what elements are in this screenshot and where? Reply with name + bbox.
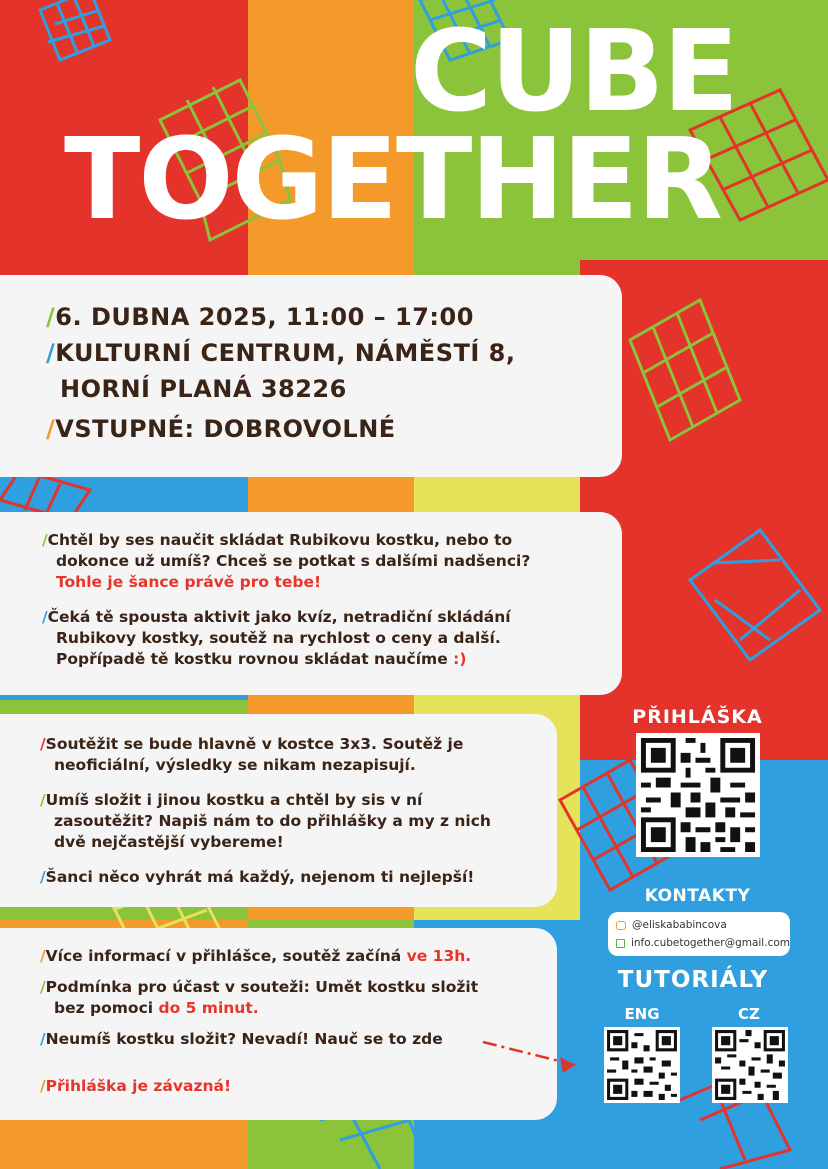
tutorial-eng-label: ENG xyxy=(624,1005,660,1023)
intro-p1b: dokonce už umíš? Chceš se potkat s dalšími nadšenci? xyxy=(56,552,531,570)
rules-r1b: neoficiální, výsledky se nikam nezapisují. xyxy=(54,756,416,774)
intro-smile: :) xyxy=(453,650,467,668)
more-m2: Podmínka pro účast v souteži: Umět kostku složit xyxy=(45,978,479,996)
more-m4: Přihláška je závazná! xyxy=(45,1077,232,1095)
tutorial-cz-qr-code[interactable] xyxy=(712,1027,788,1103)
more-m1: Více informací v přihlášce, soutěž začíná xyxy=(45,947,402,965)
instagram-link[interactable] xyxy=(614,917,790,933)
registration-label: PŘIHLÁŠKA xyxy=(632,706,763,728)
more-m3: Neumíš kostku složit? Nevadí! Nauč se to zde xyxy=(45,1030,443,1048)
more-info-card: /Více informací v přihlášce, soutěž začíná ve 13h. /Podmínka pro účast v souteži: Umět kostku složit bez pomoci do 5 minut. /Neumíš kostku složit? Nevadí! Nauč se to zde /Přihláška je závazná! xyxy=(0,928,557,1120)
more-m2-highlight: do 5 minut. xyxy=(158,999,259,1017)
rules-card: /Soutěžit se bude hlavně v kostce 3x3. Soutěž je neoficiální, výsledky se nikam nezapisují. /Umíš složit i jinou kostku a chtěl by sis v ní zasoutěžit? Napiš nám to do přihlášky a my z nich dvě nejčastější vybereme! /Šanci něco vyhrát má každý, nejenom ti nejlepší! xyxy=(0,714,557,907)
instagram-handle: @eliskababincova xyxy=(632,919,727,931)
event-venue-line1: KULTURNÍ CENTRUM, NÁMĚSTÍ 8, xyxy=(55,339,516,367)
title-line2: TOGETHER xyxy=(64,115,721,245)
contacts-label: KONTAKTY xyxy=(644,886,751,906)
more-m1-highlight: ve 13h. xyxy=(406,947,472,965)
email-link[interactable] xyxy=(614,935,790,951)
intro-highlight: Tohle je šance právě pro tebe! xyxy=(56,573,322,591)
registration-qr-code[interactable] xyxy=(636,733,760,857)
rules-r3: Šanci něco vyhrát má každý, nejenom ti nejlepší! xyxy=(45,868,475,886)
tutorial-cz-label: CZ xyxy=(738,1005,760,1023)
title-line1: CUBE xyxy=(410,7,738,137)
intro-p1: Chtěl by ses naučit skládat Rubikovu kostku, nebo to xyxy=(47,531,513,549)
mail-icon xyxy=(616,939,625,948)
contacts-box xyxy=(608,912,790,956)
rules-r1: Soutěžit se bude hlavně v kostce 3x3. Soutěž je xyxy=(45,735,464,753)
intro-p2c: Popřípadě tě kostku rovnou skládat naučíme xyxy=(56,650,448,668)
tutorials-label: TUTORIÁLY xyxy=(617,967,769,993)
rules-r2: Umíš složit i jinou kostku a chtěl by sis v ní xyxy=(45,791,423,809)
email-address: info.cubetogether@gmail.com xyxy=(630,937,790,949)
instagram-icon xyxy=(616,921,626,930)
intro-card: /Chtěl by ses naučit skládat Rubikovu kostku, nebo to dokonce už umíš? Chceš se potkat s dalšími nadšenci? Tohle je šance právě pro tebe! /Čeká tě spousta aktivit jako kvíz, netradiční skládání Rubikovy kostky, soutěž na rychlost o ceny a další. Popřípadě tě kostku rovnou skládat naučíme :) xyxy=(0,512,622,695)
rules-r2b: zasoutěžit? Napiš nám to do přihlášky a my z nich xyxy=(54,812,491,830)
event-info-card: /6. DUBNA 2025, 11:00 – 17:00 /KULTURNÍ CENTRUM, NÁMĚSTÍ 8, HORNÍ PLANÁ 38226 /VSTUPNÉ: DOBROVOLNÉ xyxy=(0,275,622,477)
intro-p2: Čeká tě spousta aktivit jako kvíz, netradiční skládání xyxy=(47,608,511,626)
event-fee: VSTUPNÉ: DOBROVOLNÉ xyxy=(55,415,396,443)
event-venue-line2: HORNÍ PLANÁ 38226 xyxy=(60,375,347,403)
rules-r2c: dvě nejčastější vybereme! xyxy=(54,833,284,851)
event-date: 6. DUBNA 2025, 11:00 – 17:00 xyxy=(55,303,474,331)
more-m2b: bez pomoci xyxy=(54,999,154,1017)
intro-p2b: Rubikovy kostky, soutěž na rychlost o ceny a další. xyxy=(56,629,501,647)
tutorial-eng-qr-code[interactable] xyxy=(604,1027,680,1103)
